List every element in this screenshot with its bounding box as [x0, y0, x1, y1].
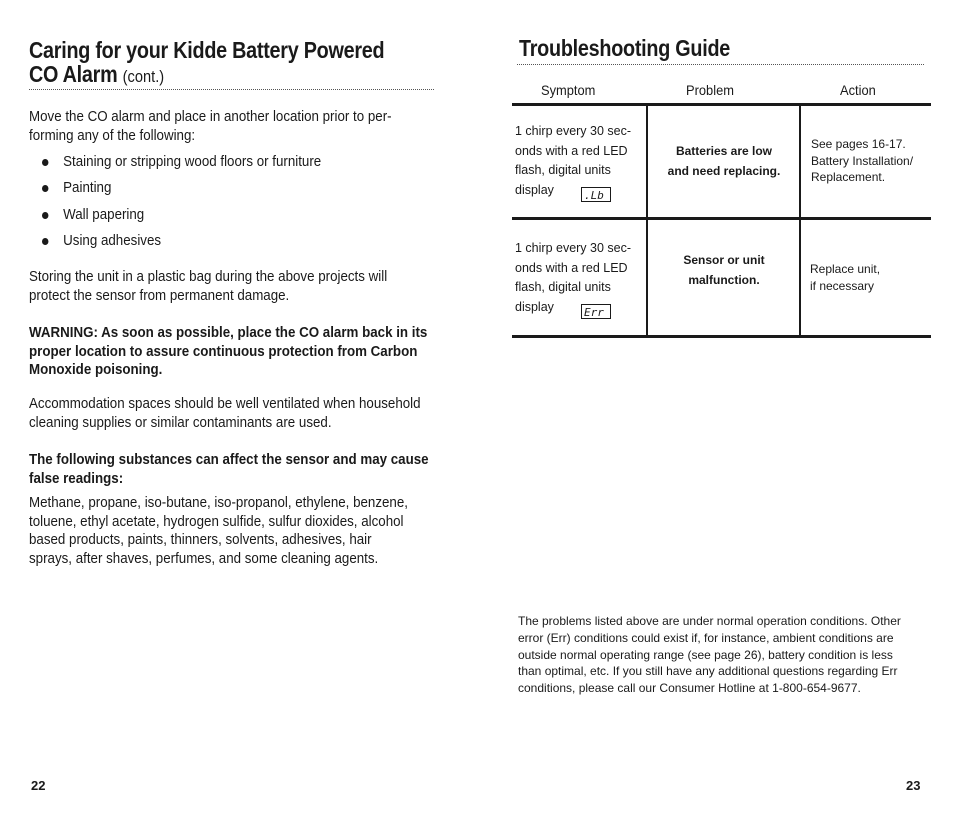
lcd-display-lb: .Lb: [581, 187, 611, 202]
accommodation-paragraph: Accommodation spaces should be well ventilated when household cleaning supplies or similar contaminants are used.: [29, 396, 421, 431]
troubleshooting-note: The problems listed above are under normal operation conditions. Other error (Err) conditions could exist if, for instance, ambient conditions are outside normal operating range (see page 26), battery condition is less than optimal, etc. If you still have any additional questions regarding Err conditions, please call our Consumer Hotline at 1-800-654-9677.: [518, 614, 901, 696]
table-rule-bottom: [512, 335, 931, 338]
bullet-text: Staining or stripping wood floors or furniture: [63, 154, 322, 170]
left-title-line1: Caring for your Kidde Battery Powered: [29, 37, 385, 63]
bullet-text: Using adhesives: [63, 233, 162, 249]
header-symptom: Symptom: [541, 82, 596, 98]
row1-symptom: 1 chirp every 30 sec- onds with a red LED flash, digital units display: [515, 124, 632, 197]
table-divider-1: [646, 105, 648, 336]
bullet-text: Wall papering: [63, 207, 145, 223]
table-rule-top: [512, 103, 931, 106]
left-page-title: [29, 38, 384, 89]
lcd-display-err: Err: [581, 304, 611, 319]
right-title-rule: [517, 64, 924, 65]
row1-action: See pages 16-17. Battery Installation/ Replacement.: [811, 137, 914, 184]
intro-paragraph: Move the CO alarm and place in another location prior to per- forming any of the following:: [29, 109, 392, 144]
header-problem: Problem: [686, 82, 734, 98]
bullet-text: Painting: [63, 180, 112, 196]
row2-action: Replace unit, if necessary: [810, 262, 881, 293]
storing-paragraph: Storing the unit in a plastic bag during the above projects will protect the sensor from permanent damage.: [29, 269, 388, 304]
row2-symptom: 1 chirp every 30 sec- onds with a red LED flash, digital units display: [515, 241, 632, 314]
left-title-rule: [29, 89, 434, 90]
substances-list: Methane, propane, iso-butane, iso-propanol, ethylene, benzene, toluene, ethyl acetate, hydrogen sulfide, sulfur dioxides, alcohol based products, paints, thinners, solvents, adhesives, hair sprays, after shaves, perfumes, and some cleaning agents.: [29, 495, 408, 567]
bullet-icon: [42, 238, 48, 245]
row1-problem: Batteries are low and need replacing.: [667, 144, 781, 178]
row2-problem: Sensor or unit malfunction.: [683, 253, 765, 287]
bullet-icon: [42, 212, 48, 219]
bullet-icon: [42, 159, 48, 166]
warning-paragraph: WARNING: As soon as possible, place the CO alarm back in its proper location to assure continuous protection from Carbon Monoxide poisoning.: [29, 325, 428, 378]
table-divider-2: [799, 105, 801, 336]
table-rule-middle: [512, 217, 931, 220]
left-title-line2: CO Alarm: [29, 61, 118, 87]
right-page-number: 23: [906, 778, 921, 793]
left-title-cont: (cont.): [122, 67, 165, 86]
substances-heading: The following substances can affect the sensor and may cause false readings:: [29, 452, 429, 487]
header-action: Action: [840, 82, 876, 98]
left-title-line2-row: [29, 62, 384, 89]
right-page-title: Troubleshooting Guide: [519, 35, 731, 61]
left-page-number: 22: [31, 778, 46, 793]
bullet-icon: [42, 185, 48, 192]
